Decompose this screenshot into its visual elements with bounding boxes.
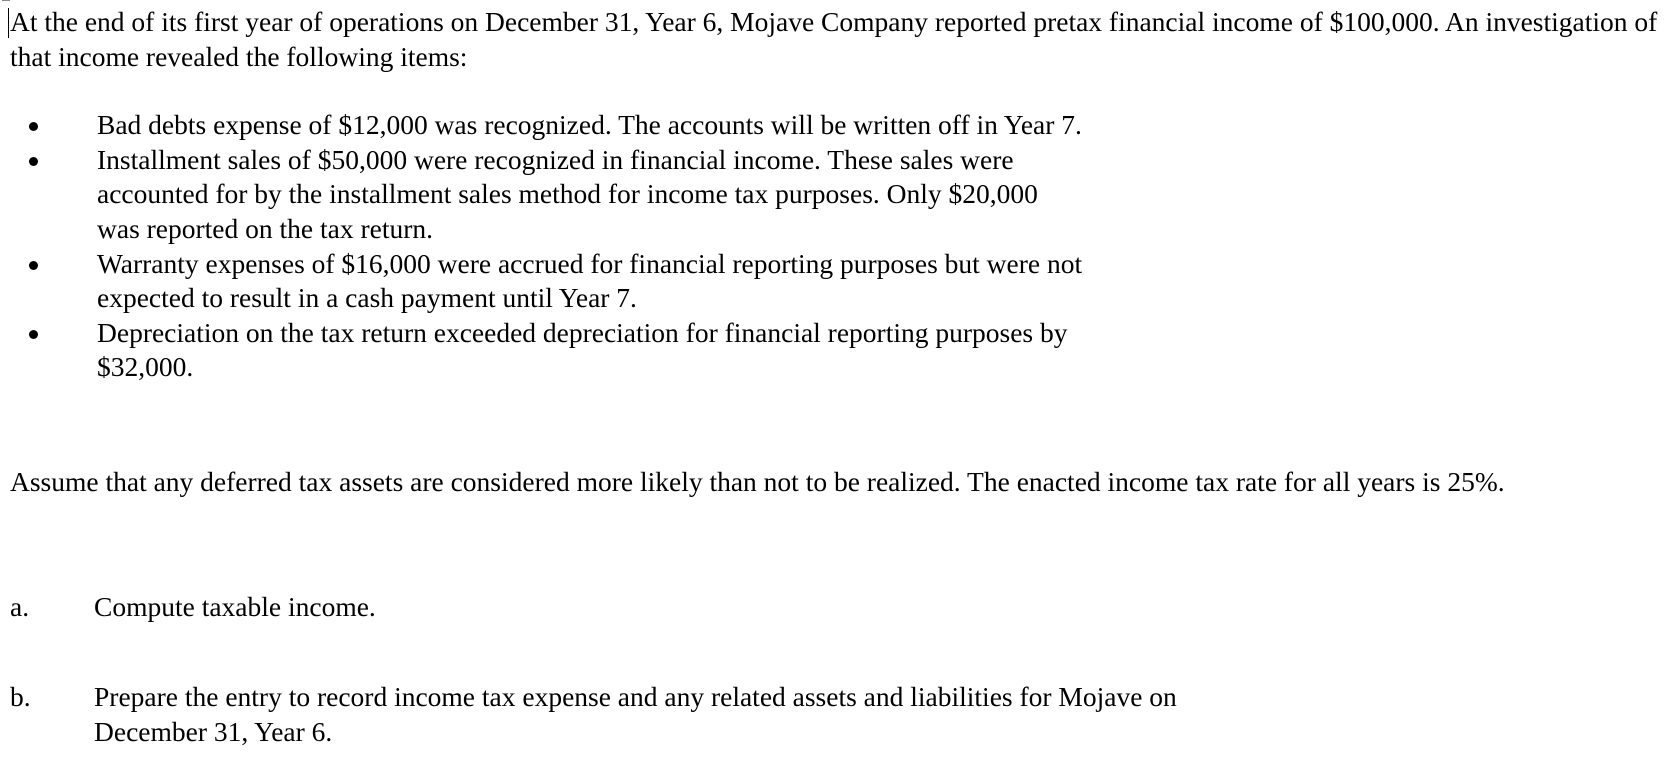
requirement-text: Compute taxable income. <box>94 591 376 622</box>
list-item-text: Depreciation on the tax return exceeded depreciation for financial reporting purposes by $32,000. <box>97 316 1068 383</box>
list-item <box>0 316 1087 385</box>
requirement-letter: b. <box>10 681 31 712</box>
list-item-text: Installment sales of $50,000 were recognized in financial income. These sales were accounted for by the installment sales method for income tax purposes. Only $20,000 was reported on the tax return. <box>97 143 1038 244</box>
intro-paragraph: At the end of its first year of operations on December 31, Year 6, Mojave Company reported pretax financial income of $100,000. An investigation of that income revealed the following items: <box>10 6 1658 72</box>
requirement-text: Prepare the entry to record income tax expense and any related assets and liabilities for Mojave on December 31, Year 6. <box>94 681 1177 747</box>
list-item <box>0 108 1087 143</box>
bullet-icon <box>29 122 38 131</box>
list-item <box>0 247 1087 316</box>
bullet-icon <box>29 157 38 166</box>
bullet-icon <box>29 330 38 339</box>
margin-mark <box>2 0 10 1</box>
bullet-icon <box>29 261 38 270</box>
list-item <box>0 143 1087 247</box>
requirement-letter: a. <box>10 591 30 622</box>
text-cursor <box>8 8 9 38</box>
list-item-text: Bad debts expense of $12,000 was recognized. The accounts will be written off in Year 7. <box>97 109 1082 140</box>
list-item-text: Warranty expenses of $16,000 were accrued for financial reporting purposes but were not expected to result in a cash payment until Year 7. <box>97 247 1083 314</box>
assumption-paragraph: Assume that any deferred tax assets are considered more likely than not to be realized. The enacted income tax rate for all years is 25%. <box>10 466 1505 497</box>
items-list <box>0 108 1100 385</box>
